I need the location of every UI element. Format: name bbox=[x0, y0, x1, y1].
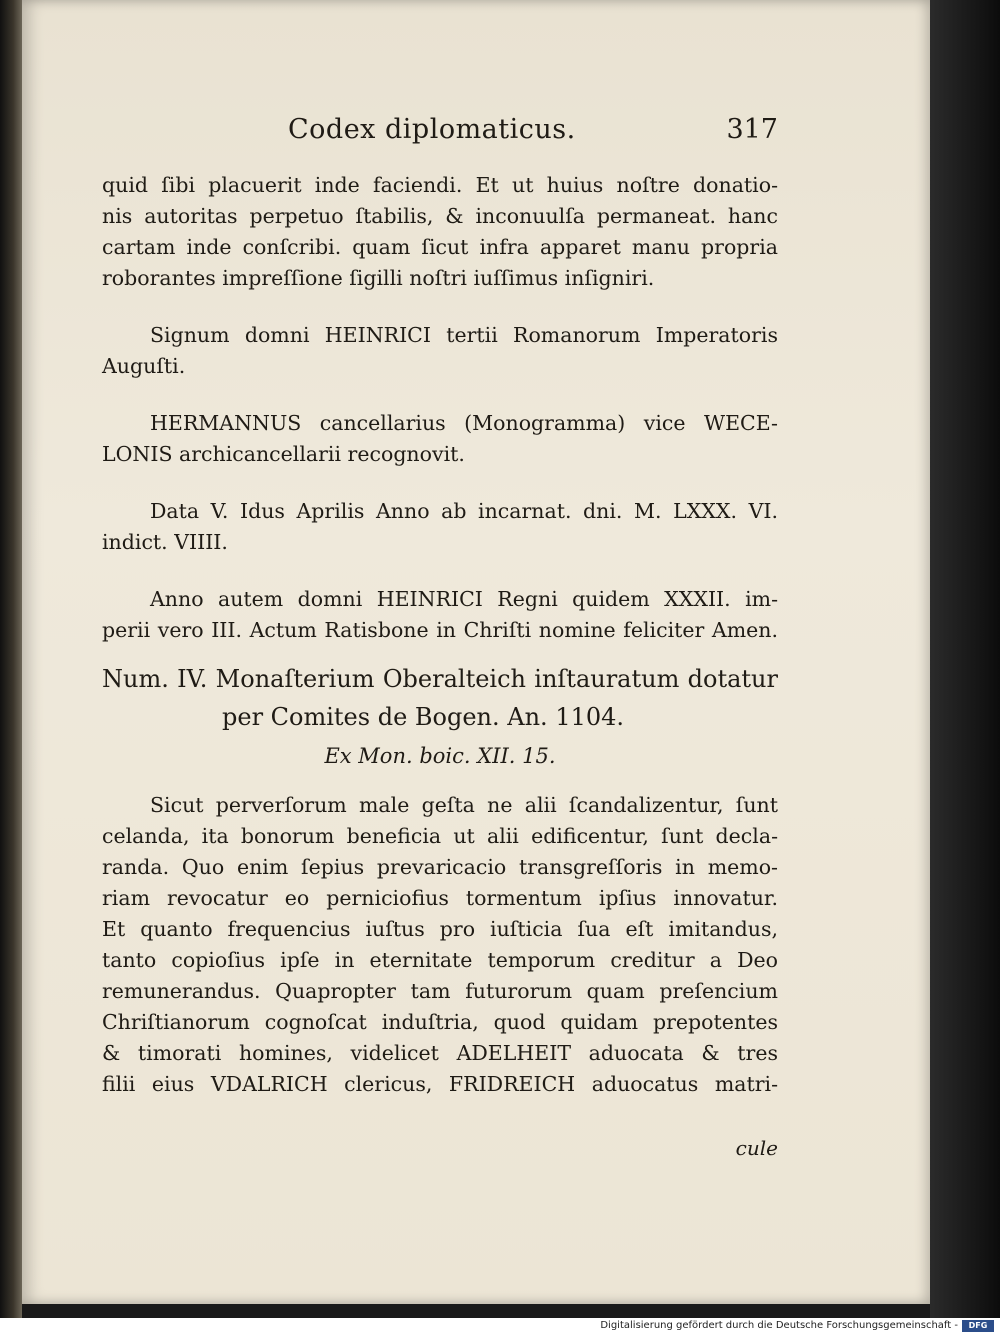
text-line: roborantes impreſſione ſigilli noſtri iuſſimus inſigniri. bbox=[102, 266, 655, 290]
text-line: Signum domni HEINRICI tertii Romanorum Imperatoris bbox=[150, 323, 778, 347]
page-edge bbox=[930, 0, 1000, 1318]
text-line: Chriſtianorum cognoſcat induſtria, quod quidam prepotentes bbox=[102, 1010, 778, 1034]
text-line: tanto copioſius ipſe in eternitate temporum creditur a Deo bbox=[102, 948, 778, 972]
text-line: celanda, ita bonorum beneficia ut alii edificentur, ſunt decla- bbox=[102, 824, 778, 848]
text-line: perii vero III. Actum Ratisbone in Chriſti nomine feliciter Amen. bbox=[102, 618, 778, 642]
text-line: & timorati homines, videlicet ADELHEIT aduocata & tres bbox=[102, 1041, 778, 1065]
text-line: cartam inde conſcribi. quam ſicut infra apparet manu propria bbox=[102, 235, 778, 259]
book-spine bbox=[0, 0, 22, 1318]
text-line: LONIS archicancellarii recognovit. bbox=[102, 442, 465, 466]
running-title: Codex diplomaticus. bbox=[288, 114, 576, 145]
heading-line: per Comites de Bogen. An. 1104. bbox=[222, 703, 625, 731]
text-line: Et quanto frequencius iuſtus pro iuſticia ſua eſt imitandus, bbox=[102, 917, 778, 941]
catchword: cule bbox=[735, 1136, 778, 1160]
catchword-area bbox=[102, 0, 778, 1200]
funding-credit: Digitalisierung gefördert durch die Deutsche Forschungsgemeinschaft - bbox=[600, 1320, 958, 1331]
source-reference: Ex Mon. boic. XII. 15. bbox=[324, 744, 556, 768]
text-line: Anno autem domni HEINRICI Regni quidem XXXII. im- bbox=[150, 587, 778, 611]
text-line: indict. VIIII. bbox=[102, 530, 228, 554]
text-line: Sicut perverſorum male geſta ne alii ſcandalizentur, ſunt bbox=[150, 793, 778, 817]
text-line: Data V. Idus Aprilis Anno ab incarnat. dni. M. LXXX. VI. bbox=[150, 499, 778, 523]
heading-line: Num. IV. Monaſterium Oberalteich inſtauratum dotatur bbox=[102, 665, 778, 693]
text-line: riam revocatur eo perniciofius tormentum ipſius innovatur. bbox=[102, 886, 778, 910]
text-line: randa. Quo enim ſepius prevaricacio transgreſſoris in memo- bbox=[102, 855, 778, 879]
digitization-footer bbox=[0, 1318, 1000, 1334]
text-line: quid ſibi placuerit inde faciendi. Et ut huius noſtre donatio- bbox=[102, 173, 778, 197]
text-line: filii eius VDALRICH clericus, FRIDREICH aduocatus matri- bbox=[102, 1072, 778, 1096]
dfg-logo: DFG bbox=[962, 1320, 994, 1332]
page-number: 317 bbox=[726, 114, 778, 145]
text-line: Auguſti. bbox=[102, 354, 186, 378]
text-line: HERMANNUS cancellarius (Monogramma) vice WECE- bbox=[150, 411, 778, 435]
text-line: remunerandus. Quapropter tam futurorum quam preſencium bbox=[102, 979, 778, 1003]
text-line: nis autoritas perpetuo ſtabilis, & inconuulſa permaneat. hanc bbox=[102, 204, 778, 228]
